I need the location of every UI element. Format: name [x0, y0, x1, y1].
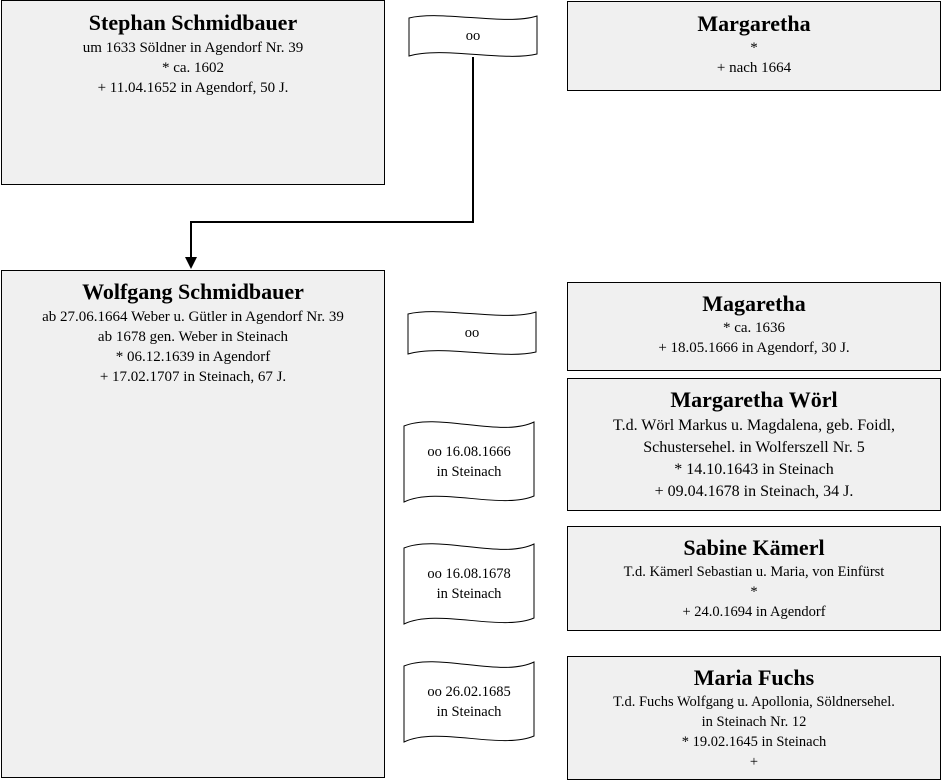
person-margaretha[interactable]	[567, 1, 941, 91]
person-name: Stephan Schmidbauer	[88, 10, 298, 35]
marriage-place: in Steinach	[436, 586, 502, 602]
person-detail: *	[750, 584, 758, 601]
marriage-label: oo	[464, 325, 480, 341]
person-maria-fuchs[interactable]	[567, 656, 941, 780]
person-detail: + 17.02.1707 in Steinach, 67 J.	[99, 369, 287, 386]
person-detail: T.d. Kämerl Sebastian u. Maria, von Einfürst	[623, 564, 885, 581]
person-name: Maria Fuchs	[693, 665, 815, 690]
person-detail: + 24.0.1694 in Agendorf	[682, 604, 826, 621]
person-detail: um 1633 Söldner in Agendorf Nr. 39	[82, 40, 304, 57]
person-detail: ab 1678 gen. Weber in Steinach	[97, 329, 289, 346]
person-detail: in Steinach Nr. 12	[701, 714, 807, 731]
person-wolfgang-schmidbauer[interactable]	[1, 270, 385, 778]
person-detail: *	[750, 40, 758, 57]
person-detail: * 19.02.1645 in Steinach	[681, 734, 827, 751]
marriage-banner	[403, 658, 535, 746]
person-magaretha[interactable]	[567, 282, 941, 371]
person-name: Margaretha Wörl	[670, 387, 838, 412]
marriage-label: oo 26.02.1685	[427, 684, 511, 700]
person-stephan-schmidbauer[interactable]	[1, 0, 385, 185]
person-name: Margaretha	[697, 11, 811, 36]
person-detail: + 18.05.1666 in Agendorf, 30 J.	[658, 340, 850, 357]
marriage-banner	[408, 14, 538, 58]
person-detail: + 11.04.1652 in Agendorf, 50 J.	[97, 80, 289, 97]
person-detail: * 06.12.1639 in Agendorf	[115, 349, 271, 366]
person-detail: ab 27.06.1664 Weber u. Gütler in Agendorf Nr. 39	[42, 309, 344, 326]
person-detail: T.d. Fuchs Wolfgang u. Apollonia, Söldnersehel.	[613, 694, 895, 711]
person-detail: * ca. 1636	[722, 320, 786, 337]
marriage-banner	[407, 310, 537, 356]
person-detail: * ca. 1602	[161, 60, 225, 77]
marriage-label: oo 16.08.1678	[427, 566, 511, 582]
person-sabine-kaemerl[interactable]	[567, 526, 941, 631]
marriage-label: oo	[465, 28, 481, 44]
marriage-banner	[403, 540, 535, 628]
person-detail: + 09.04.1678 in Steinach, 34 J.	[654, 483, 854, 501]
arrow-head-icon	[185, 257, 197, 269]
person-name: Wolfgang Schmidbauer	[82, 279, 304, 304]
person-detail: + nach 1664	[716, 60, 792, 77]
marriage-place: in Steinach	[436, 464, 502, 480]
marriage-place: in Steinach	[436, 704, 502, 720]
marriage-label: oo 16.08.1666	[427, 444, 511, 460]
person-detail: Schustersehel. in Wolferszell Nr. 5	[643, 439, 865, 457]
person-detail: * 14.10.1643 in Steinach	[674, 461, 834, 479]
person-name: Magaretha	[702, 291, 806, 316]
person-detail: +	[749, 754, 759, 771]
person-name: Sabine Kämerl	[683, 535, 825, 560]
person-margaretha-woerl[interactable]	[567, 378, 941, 511]
person-detail: T.d. Wörl Markus u. Magdalena, geb. Foidl,	[612, 417, 896, 435]
marriage-banner	[403, 418, 535, 506]
